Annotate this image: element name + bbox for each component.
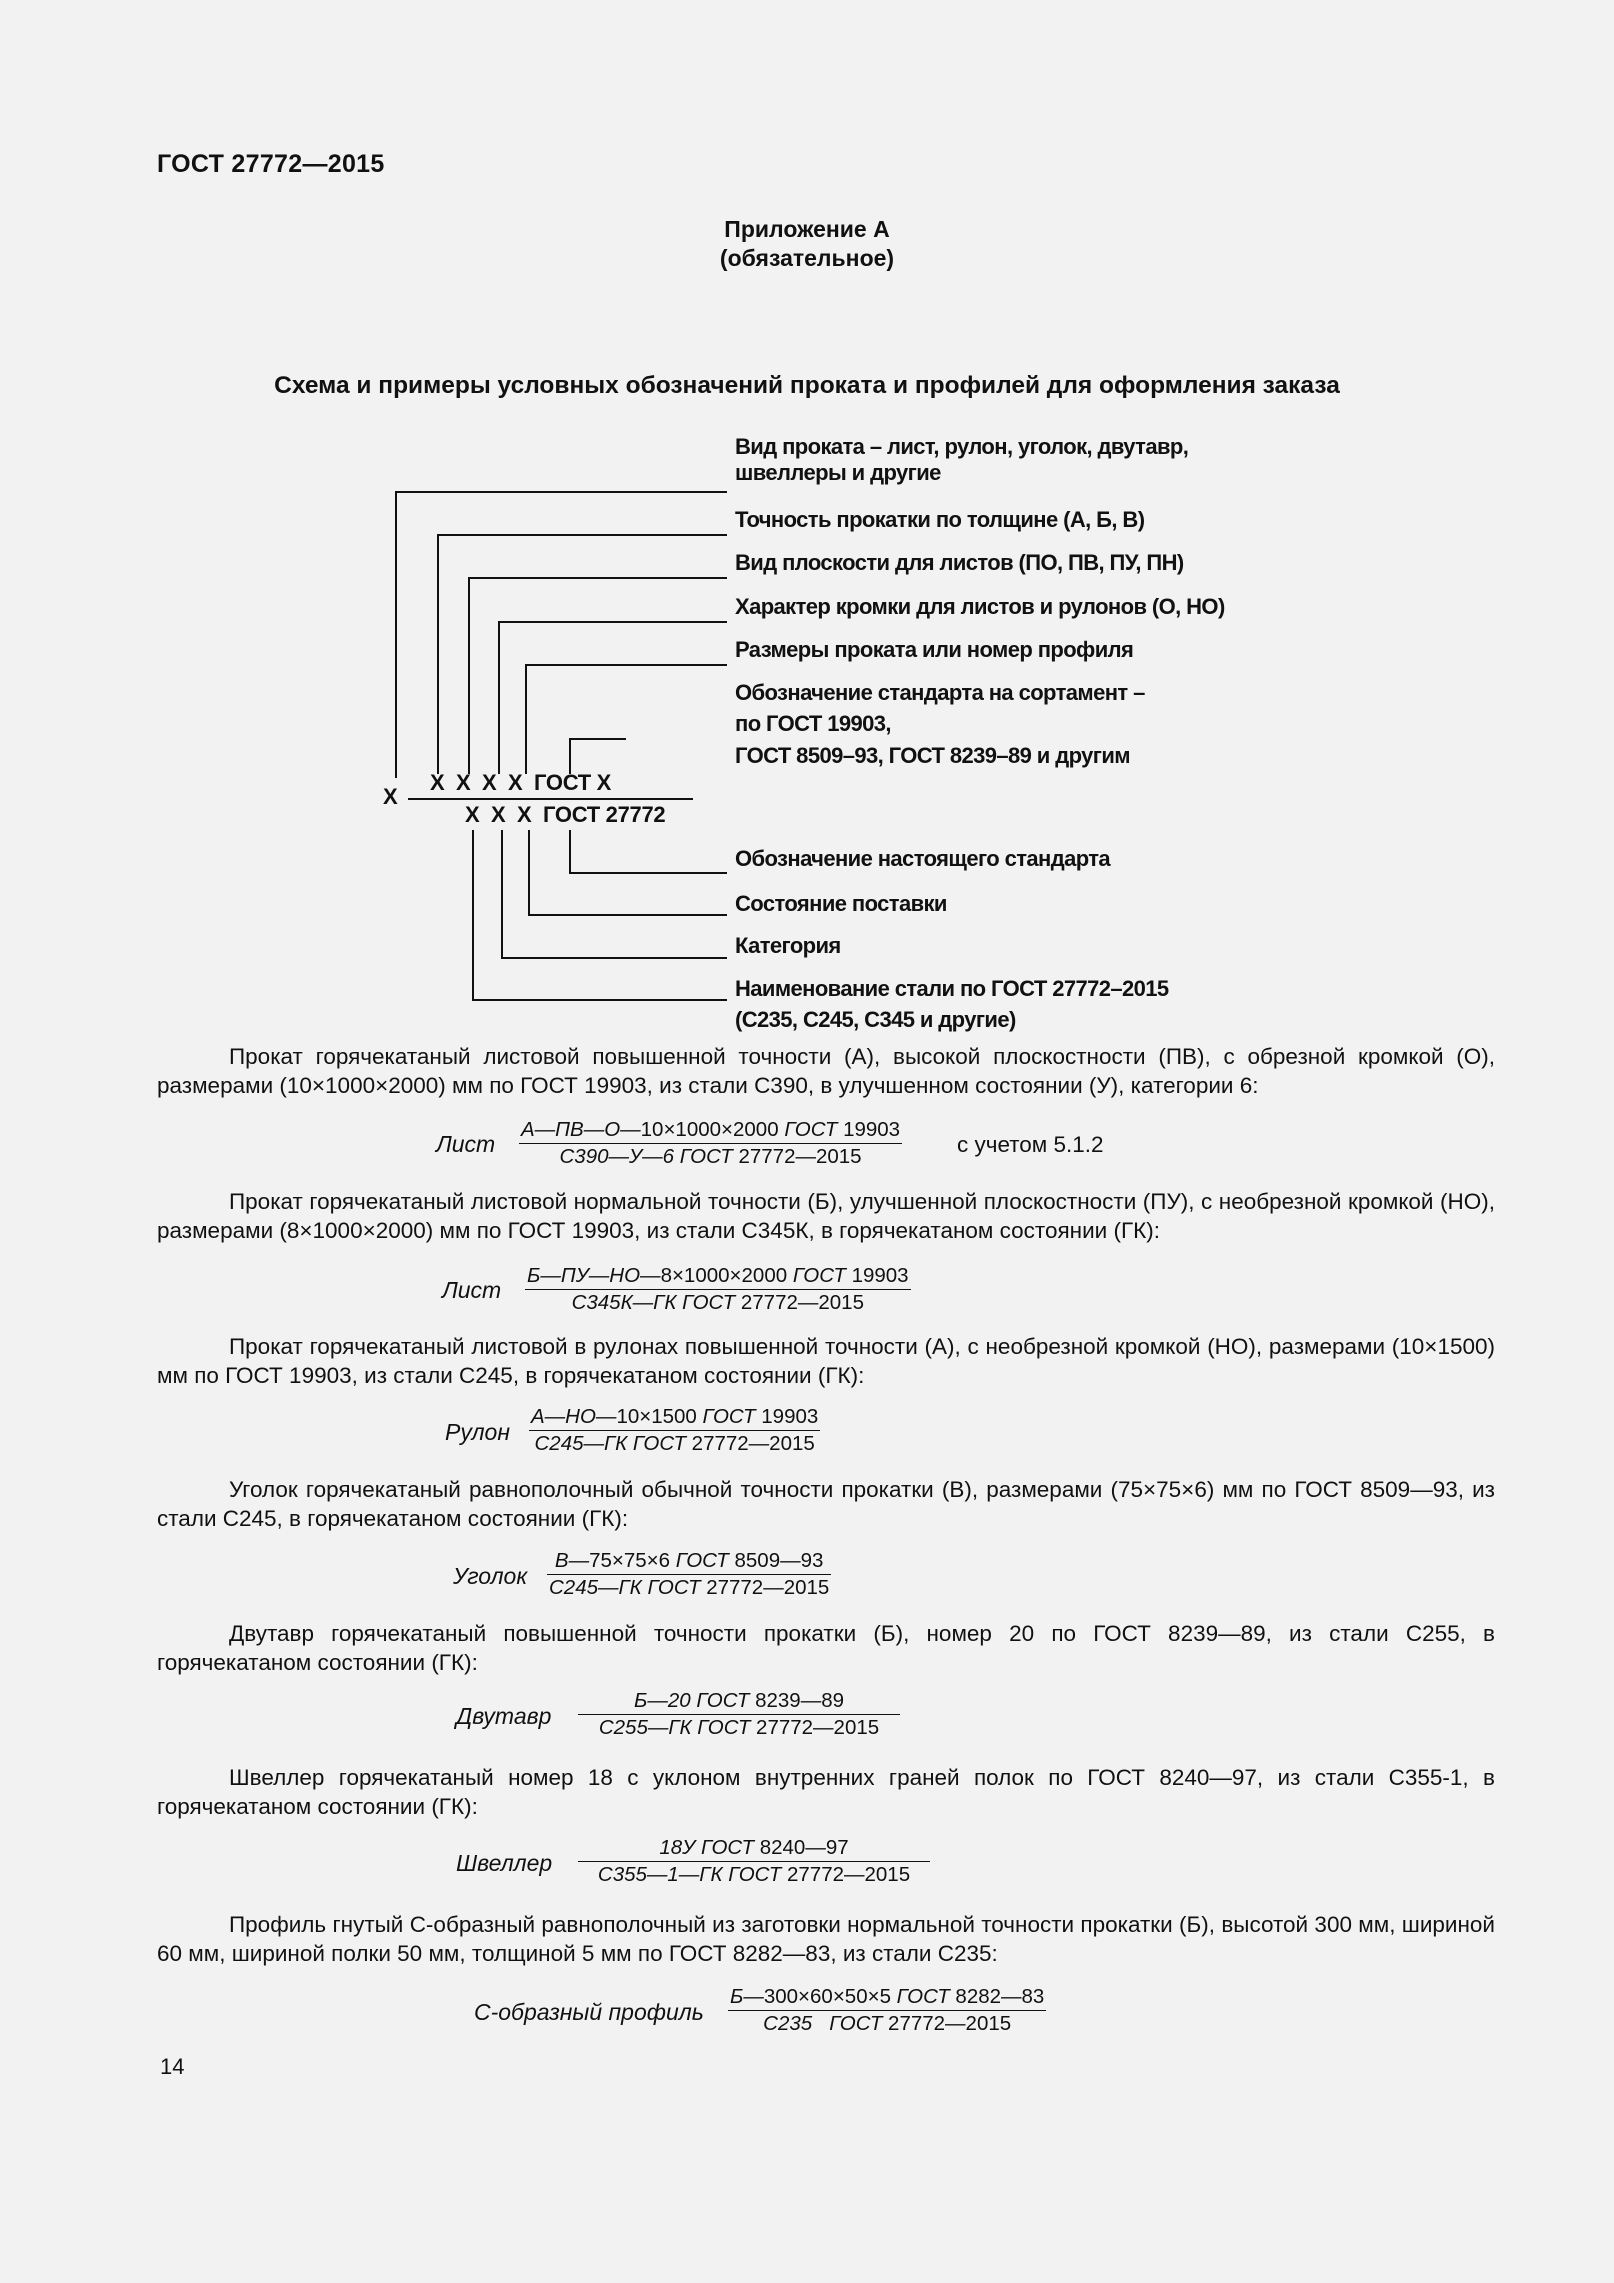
designation-name: Уголок <box>453 1563 528 1589</box>
leader-h-10 <box>472 999 727 1001</box>
designation-fraction <box>728 1985 1046 2036</box>
num-standard: 8239—89 <box>749 1689 844 1712</box>
num-code: Б—20 <box>633 1689 697 1712</box>
label-edge: Характер кромки для листов и рулонов (О, НО) <box>735 594 1225 619</box>
designation-fraction <box>578 1689 900 1740</box>
den-standard: 27772—2015 <box>750 1716 880 1739</box>
designation-name: Рулон <box>445 1419 511 1445</box>
den-gost: ГОСТ <box>682 1291 736 1314</box>
num-gost: ГОСТ <box>702 1405 756 1428</box>
num-code: А—НО— <box>531 1405 617 1428</box>
num-size: 300×60×50×5 <box>763 1985 897 2008</box>
annex-title: Приложение А <box>724 216 890 242</box>
leader-v-8 <box>501 830 503 958</box>
designation-fraction <box>547 1549 831 1600</box>
num-standard: 19903 <box>837 1118 901 1141</box>
num-code: Б—ПУ—НО— <box>527 1264 661 1287</box>
designation-name: Лист <box>436 1131 496 1157</box>
num-gost: ГОСТ <box>675 1549 729 1572</box>
den-standard: 27772—2015 <box>685 1432 815 1455</box>
leader-h-8 <box>528 914 727 916</box>
leader-h-5 <box>525 664 727 666</box>
label-product-type-1: Вид проката – лист, рулон, уголок, двутавр, <box>735 434 1189 459</box>
leader-v-2 <box>437 534 439 774</box>
fraction-numerator <box>529 1405 820 1431</box>
fraction-denominator <box>547 1575 831 1600</box>
den-steel: С235 <box>763 2012 830 2035</box>
fraction-denominator <box>519 1144 902 1169</box>
label-assortment-standard-1: Обозначение стандарта на сортамент – <box>735 680 1145 705</box>
symbol-denominator: Х Х Х ГОСТ 27772 <box>465 802 666 827</box>
den-steel: С245—ГК <box>534 1432 633 1455</box>
den-standard: 27772—2015 <box>882 2012 1012 2035</box>
num-standard: 8240—97 <box>754 1836 849 1859</box>
fraction-numerator <box>578 1689 900 1715</box>
den-gost: ГОСТ <box>728 1863 782 1886</box>
num-gost: ГОСТ <box>792 1264 846 1287</box>
den-steel: С345К—ГК <box>571 1291 683 1314</box>
example-paragraph: Прокат горячекатаный листовой нормальной точности (Б), улучшенной плоскостности (ПУ), с необрезной кромкой (НО), размерами (8×1000×2000) мм по ГОСТ 19903, из стали С345К, в горячекатаном состоянии (ГК): <box>157 1189 1495 1243</box>
fraction-numerator <box>578 1836 930 1862</box>
den-steel: С255—ГК <box>598 1716 698 1739</box>
label-thickness-accuracy: Точность прокатки по толщине (А, Б, В) <box>735 507 1145 532</box>
designation-fraction <box>529 1405 820 1456</box>
example-paragraph: Прокат горячекатаный листовой в рулонах повышенной точности (А), с необрезной кромкой (НО), размерами (10×1500) мм по ГОСТ 19903, из стали С245, в горячекатаном состоянии (ГК): <box>157 1334 1495 1388</box>
den-gost: ГОСТ <box>829 2012 883 2035</box>
symbol-left: Х <box>383 784 398 809</box>
example-paragraph: Прокат горячекатаный листовой повышенной точности (А), высокой плоскостности (ПВ), с обрезной кромкой (О), размерами (10×1000×2000) мм по ГОСТ 19903, из стали С390, в улучшенном состоянии (У), категории 6: <box>157 1044 1495 1098</box>
num-size: 75×75×6 <box>589 1549 676 1572</box>
example-paragraph: Профиль гнутый С-образный равнополочный из заготовки нормальной точности прокатки (Б), высотой 300 мм, шириной 60 мм, шириной полки 50 мм, толщиной 5 мм по ГОСТ 8282—83, из стали С235: <box>157 1912 1495 1966</box>
leader-v-1 <box>395 491 397 778</box>
leader-v-5 <box>525 664 527 774</box>
designation-fraction <box>578 1836 930 1887</box>
label-category: Категория <box>735 933 841 958</box>
num-gost: ГОСТ <box>696 1689 750 1712</box>
designation-name: Лист <box>442 1277 502 1303</box>
leader-h-1 <box>395 491 727 493</box>
designation-name: Швеллер <box>456 1850 553 1876</box>
den-standard: 27772—2015 <box>781 1863 911 1886</box>
designation-fraction <box>519 1118 902 1169</box>
den-steel: С355—1—ГК <box>597 1863 729 1886</box>
leader-v-4 <box>498 621 500 774</box>
document-header: ГОСТ 27772—2015 <box>157 150 385 178</box>
leader-h-7 <box>569 872 727 874</box>
label-product-type-2: швеллеры и другие <box>735 460 941 485</box>
example-paragraph: Уголок горячекатаный равнополочный обычной точности прокатки (В), размерами (75×75×6) мм по ГОСТ 8509—93, из стали С245, в горячекатаном состоянии (ГК): <box>157 1477 1495 1531</box>
label-this-standard: Обозначение настоящего стандарта <box>735 846 1111 871</box>
leader-v-7 <box>472 830 474 1000</box>
scheme-title: Схема и примеры условных обозначений проката и профилей для оформления заказа <box>274 372 1340 399</box>
num-gost: ГОСТ <box>784 1118 838 1141</box>
designation-fraction <box>525 1264 911 1315</box>
num-gost: ГОСТ <box>896 1985 950 2008</box>
num-gost: ГОСТ <box>700 1836 755 1859</box>
num-standard: 19903 <box>845 1264 909 1287</box>
num-standard: 8282—83 <box>949 1985 1045 2008</box>
fraction-numerator <box>519 1118 902 1144</box>
leader-v-9 <box>528 830 530 916</box>
num-code: 18У <box>659 1836 701 1859</box>
fraction-numerator <box>525 1264 911 1290</box>
leader-h-4 <box>498 621 727 623</box>
leader-v-6 <box>569 738 571 774</box>
designation-name: Двутавр <box>456 1703 552 1729</box>
example-paragraph: Швеллер горячекатаный номер 18 с уклоном внутренних граней полок по ГОСТ 8240—97, из стали С355-1, в горячекатаном состоянии (ГК): <box>157 1765 1495 1819</box>
label-assortment-standard-3: ГОСТ 8509–93, ГОСТ 8239–89 и другим <box>735 743 1130 768</box>
num-size: 8×1000×2000 <box>660 1264 793 1287</box>
fraction-denominator <box>525 1290 911 1315</box>
den-gost: ГОСТ <box>647 1576 701 1599</box>
fraction-denominator <box>578 1715 900 1740</box>
label-steel-name-2: (С235, С245, С345 и другие) <box>735 1007 1016 1032</box>
den-gost: ГОСТ <box>632 1432 686 1455</box>
leader-v-10 <box>569 830 571 872</box>
den-standard: 27772—2015 <box>732 1145 862 1168</box>
num-size: 10×1000×2000 <box>640 1118 785 1141</box>
num-size: 10×1500 <box>616 1405 703 1428</box>
leader-h-2 <box>437 534 727 536</box>
label-steel-name-1: Наименование стали по ГОСТ 27772–2015 <box>735 976 1169 1001</box>
fraction-denominator <box>728 2011 1046 2036</box>
symbol-fraction-line <box>408 798 693 800</box>
den-steel: С245—ГК <box>549 1576 648 1599</box>
fraction-numerator <box>728 1985 1046 2011</box>
den-standard: 27772—2015 <box>735 1291 864 1314</box>
designation-name: С-образный профиль <box>474 1999 704 2025</box>
label-dimensions: Размеры проката или номер профиля <box>735 637 1134 662</box>
leader-v-3 <box>468 577 470 774</box>
designation-note: с учетом 5.1.2 <box>957 1132 1104 1157</box>
num-standard: 8509—93 <box>728 1549 824 1572</box>
den-steel: С390—У—6 <box>559 1145 680 1168</box>
label-flatness: Вид плоскости для листов (ПО, ПВ, ПУ, ПН) <box>735 550 1184 575</box>
den-gost: ГОСТ <box>697 1716 751 1739</box>
num-code: Б— <box>730 1985 764 2008</box>
den-gost: ГОСТ <box>679 1145 733 1168</box>
num-code: А—ПВ—О— <box>521 1118 641 1141</box>
leader-h-9 <box>501 957 727 959</box>
annex-status: (обязательное) <box>719 245 895 271</box>
leader-h-3 <box>468 577 727 579</box>
example-paragraph: Двутавр горячекатаный повышенной точности прокатки (Б), номер 20 по ГОСТ 8239—89, из стали С255, в горячекатаном состоянии (ГК): <box>157 1621 1495 1675</box>
symbol-numerator: Х Х Х Х ГОСТ Х <box>430 770 612 795</box>
label-delivery-condition: Состояние поставки <box>735 891 947 916</box>
fraction-denominator <box>529 1431 820 1456</box>
label-assortment-standard-2: по ГОСТ 19903, <box>735 711 891 736</box>
fraction-numerator <box>547 1549 831 1575</box>
page-number: 14 <box>160 2054 185 2079</box>
den-standard: 27772—2015 <box>700 1576 830 1599</box>
num-code: В— <box>554 1549 590 1572</box>
fraction-denominator <box>578 1862 930 1887</box>
num-standard: 19903 <box>755 1405 819 1428</box>
leader-h-6 <box>569 738 626 740</box>
